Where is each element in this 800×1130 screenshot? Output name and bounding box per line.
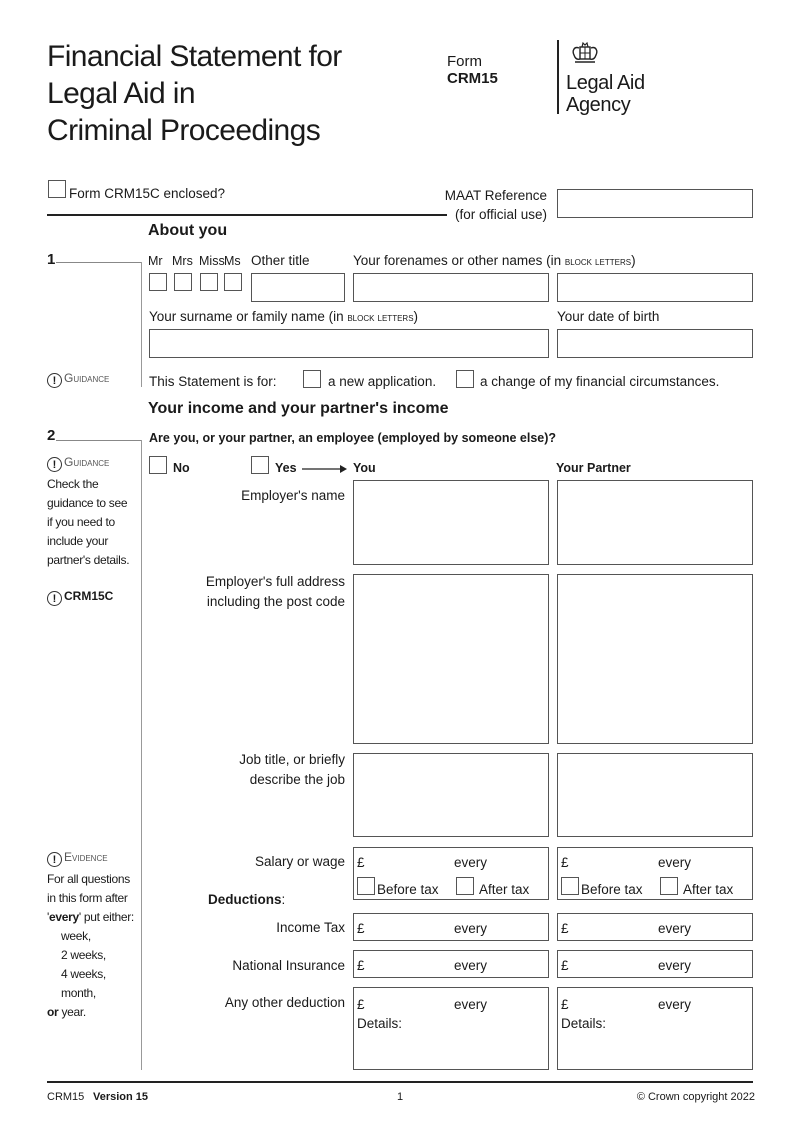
crm15c-enclosed-checkbox[interactable] [48, 180, 66, 198]
new-application-checkbox[interactable] [303, 370, 321, 388]
employer-address-partner-field[interactable] [557, 574, 753, 744]
title-miss-label: Miss [199, 254, 225, 268]
every-label: every [658, 855, 692, 870]
employer-address-line-1: Employer's full address [205, 574, 345, 589]
job-title-line-2: describe the job [249, 772, 345, 787]
quote-open: ' [47, 910, 49, 924]
pound-sign: £ [357, 997, 365, 1012]
other-deduction-label: Any other deduction [224, 995, 345, 1010]
salary-you-before-tax-checkbox[interactable] [357, 877, 375, 895]
forenames-block-letters: block letters [564, 256, 632, 268]
salary-label: Salary or wage [254, 854, 345, 869]
form-label: Form [447, 53, 482, 70]
salary-you-field[interactable] [353, 847, 549, 900]
income-tax-you-field[interactable] [353, 913, 549, 941]
surname-close: ) [413, 309, 419, 324]
section-1-heading: About you [148, 222, 228, 239]
title-ms-checkbox[interactable] [224, 273, 242, 291]
maat-reference-field[interactable] [557, 189, 753, 218]
guidance-text-line: Check the [47, 477, 99, 491]
crm15c-icon: ! [47, 591, 62, 606]
details-label: Details: [561, 1016, 607, 1031]
employer-name-you-field[interactable] [353, 480, 549, 565]
section-1-number: 1 [47, 251, 56, 268]
employer-name-label: Employer's name [241, 488, 345, 503]
title-ms-label: Ms [224, 254, 241, 268]
every-label: every [454, 855, 488, 870]
form-title [47, 38, 342, 149]
title-miss-checkbox[interactable] [200, 273, 218, 291]
evidence-icon: ! [47, 852, 62, 867]
forenames-label [353, 253, 636, 270]
evidence-every-word: every [49, 910, 79, 924]
section-1-vertical-rule [141, 262, 142, 387]
guidance-text-line: include your [47, 534, 109, 548]
pound-sign: £ [357, 855, 365, 870]
other-title-label: Other title [251, 253, 310, 268]
employer-address-you-field[interactable] [353, 574, 549, 744]
agency-divider [557, 40, 559, 114]
employee-no-checkbox[interactable] [149, 456, 167, 474]
top-divider [47, 214, 447, 216]
title-mrs-label: Mrs [172, 254, 193, 268]
national-insurance-label: National Insurance [232, 958, 345, 973]
section-2-heading: Your income and your partner's income [148, 400, 449, 417]
other-deduction-partner-field[interactable] [557, 987, 753, 1070]
every-label: every [454, 958, 488, 973]
title-mr-checkbox[interactable] [149, 273, 167, 291]
evidence-option: 2 weeks, [61, 948, 106, 962]
employee-question: Are you, or your partner, an employee (employed by someone else)? [149, 431, 557, 445]
surname-block-letters: block letters [347, 312, 414, 324]
maat-line-2: (for official use) [454, 207, 547, 222]
title-line-2: Legal Aid in [47, 77, 195, 110]
forenames-field-2[interactable] [557, 273, 753, 302]
surname-label [149, 309, 418, 326]
every-label: every [658, 958, 692, 973]
statement-for-label: This Statement is for: [149, 374, 277, 389]
quote-close: ' put either: [78, 910, 134, 924]
income-tax-partner-field[interactable] [557, 913, 753, 941]
evidence-text [47, 870, 134, 1022]
title-line-1: Financial Statement for [47, 40, 342, 73]
after-tax-label: After tax [683, 882, 734, 897]
salary-partner-before-tax-checkbox[interactable] [561, 877, 579, 895]
footer-code: CRM15 [47, 1091, 85, 1103]
guidance-label: Guidance [64, 371, 110, 385]
title-mr-label: Mr [148, 254, 163, 268]
maat-line-1: MAAT Reference [444, 188, 547, 203]
footer-version: Version 15 [93, 1091, 149, 1103]
details-label: Details: [357, 1016, 403, 1031]
dob-label: Your date of birth [557, 309, 660, 324]
employee-yes-checkbox[interactable] [251, 456, 269, 474]
maat-reference-label [430, 186, 547, 224]
guidance-icon: ! [47, 373, 62, 388]
guidance-text-line: partner's details. [47, 553, 130, 567]
evidence-heading [47, 850, 108, 867]
crm15c-enclosed-label: Form CRM15C enclosed? [69, 186, 226, 201]
partner-column-header: Your Partner [556, 461, 631, 475]
agency-line-2: Agency [566, 94, 631, 116]
you-column-header: You [353, 461, 376, 475]
job-title-you-field[interactable] [353, 753, 549, 837]
evidence-text-line: For all questions [47, 872, 130, 886]
pound-sign: £ [561, 921, 569, 936]
guidance-text-line: guidance to see [47, 496, 128, 510]
deductions-colon: : [281, 892, 286, 907]
before-tax-label: Before tax [581, 882, 643, 897]
section-2-guidance [47, 455, 109, 472]
dob-field[interactable] [557, 329, 753, 358]
deductions-text: Deductions [208, 892, 282, 907]
crm15c-reference [47, 589, 113, 606]
surname-text: Your surname or family name (in [149, 309, 348, 324]
guidance-text [47, 475, 129, 570]
pound-sign: £ [561, 997, 569, 1012]
guidance-icon-2: ! [47, 457, 62, 472]
pound-sign: £ [357, 921, 365, 936]
evidence-option: week, [61, 929, 91, 943]
section-2-rule [56, 440, 141, 441]
deductions-label [208, 892, 285, 908]
title-line-3: Criminal Proceedings [47, 114, 321, 147]
salary-partner-field[interactable] [557, 847, 753, 900]
section-1-rule [56, 262, 141, 263]
evidence-label: Evidence [64, 850, 108, 864]
salary-you-after-tax-checkbox[interactable] [456, 877, 474, 895]
section-2-vertical-rule [141, 440, 142, 1070]
change-circumstances-checkbox[interactable] [456, 370, 474, 388]
evidence-option: month, [61, 986, 96, 1000]
guidance-label-2: Guidance [64, 455, 110, 469]
employee-yes-label: Yes [275, 461, 297, 475]
evidence-every-line [47, 908, 134, 927]
guidance-text-line: if you need to [47, 515, 115, 529]
forenames-text: Your forenames or other names (in [353, 253, 565, 268]
change-circumstances-label: a change of my financial circumstances. [480, 374, 720, 389]
surname-field[interactable] [149, 329, 549, 358]
form-code-block [447, 53, 498, 87]
page-number: 1 [397, 1091, 404, 1103]
section-1-guidance [47, 371, 109, 388]
agency-name [566, 72, 645, 116]
income-tax-label: Income Tax [276, 920, 345, 935]
footer-copyright: © Crown copyright 2022 [636, 1091, 755, 1103]
pound-sign: £ [561, 958, 569, 973]
employer-address-line-2: including the post code [206, 594, 345, 609]
title-mrs-checkbox[interactable] [174, 273, 192, 291]
royal-crest-icon [565, 38, 605, 68]
evidence-text-line: in this form after [47, 891, 128, 905]
evidence-option: 4 weeks, [61, 967, 106, 981]
footer-rule [47, 1081, 753, 1083]
pound-sign: £ [357, 958, 365, 973]
employee-no-label: No [173, 461, 190, 475]
every-label: every [658, 997, 692, 1012]
evidence-or: or [47, 1005, 59, 1019]
every-label: every [454, 997, 488, 1012]
forenames-field[interactable] [353, 273, 549, 302]
every-label: every [454, 921, 488, 936]
form-code: CRM15 [447, 70, 498, 87]
job-title-partner-field[interactable] [557, 753, 753, 837]
section-2-number: 2 [47, 427, 56, 444]
salary-partner-after-tax-checkbox[interactable] [660, 877, 678, 895]
every-label: every [658, 921, 692, 936]
national-insurance-partner-field[interactable] [557, 950, 753, 978]
before-tax-label: Before tax [377, 882, 439, 897]
evidence-year: year. [58, 1005, 86, 1019]
employer-address-label [160, 572, 345, 612]
new-application-label: a new application. [328, 374, 437, 389]
after-tax-label: After tax [479, 882, 530, 897]
crm15c-label: CRM15C [64, 589, 114, 603]
job-title-label [170, 750, 345, 790]
job-title-line-1: Job title, or briefly [239, 752, 345, 767]
pound-sign: £ [561, 855, 569, 870]
national-insurance-you-field[interactable] [353, 950, 549, 978]
other-title-field[interactable] [251, 273, 345, 302]
arrow-right-icon [302, 461, 348, 479]
forenames-close: ) [631, 253, 636, 268]
agency-line-1: Legal Aid [566, 72, 645, 94]
evidence-or-line [47, 1003, 134, 1022]
employer-name-partner-field[interactable] [557, 480, 753, 565]
other-deduction-you-field[interactable] [353, 987, 549, 1070]
